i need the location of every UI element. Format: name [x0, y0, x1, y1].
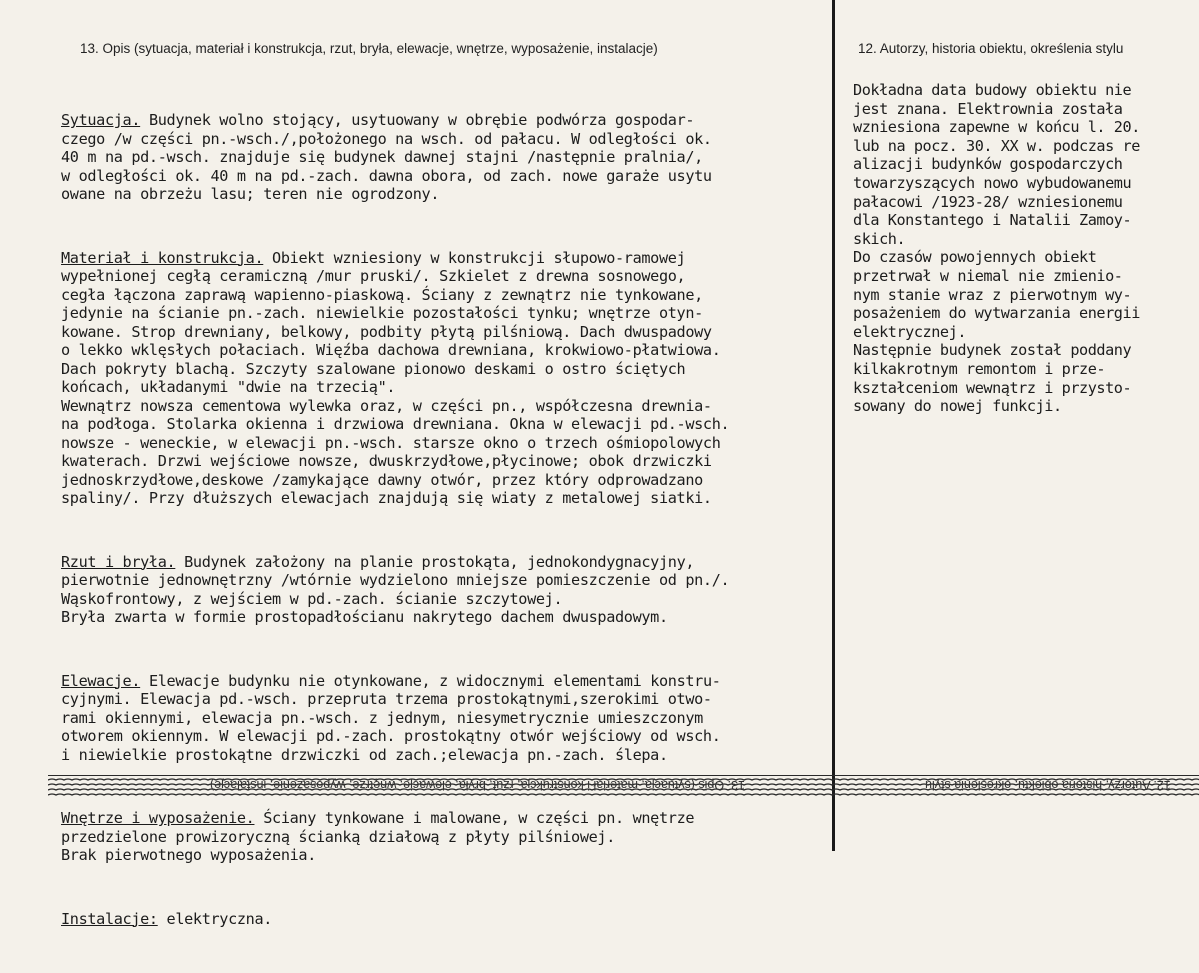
- text-line: 40 m na pd.-wsch. znajduje się budynek dawnej stajni /następnie pralnia/,: [61, 148, 703, 166]
- text-line: Następnie budynek został poddany: [853, 341, 1132, 360]
- section-heading: Wnętrze i wyposażenie.: [61, 809, 255, 827]
- text-line: jest znana. Elektrownia została: [853, 99, 1123, 118]
- text-line: cyjnymi. Elewacja pd.-wsch. przepruta trzema prostokątnymi,szerokimi otwo-: [61, 690, 712, 708]
- text-line: Elewacje budynku nie otynkowane, z widocznymi elementami konstru-: [140, 671, 721, 690]
- section-heading: Materiał i konstrukcja.: [61, 248, 264, 267]
- section-sytuacja: [61, 111, 831, 204]
- text-line: wypełnionej cegłą ceramiczną /mur pruski/. Szkielet z drewna sosnowego,: [61, 267, 686, 285]
- text-line: kształceniom wewnątrz i przysto-: [853, 378, 1132, 397]
- mirrored-right-header: 12. Autorzy, historia obiektu, określenia stylu: [925, 778, 1171, 792]
- text-line: w odległości ok. 40 m na pd.-zach. dawna obora, od zach. nowe garaże usytu: [61, 166, 712, 185]
- section-heading: Instalacje:: [61, 909, 158, 928]
- section-heading: Sytuacja.: [61, 111, 141, 129]
- text-line: Budynek wolno stojący, usytuowany w obrębie podwórza gospodar-: [140, 111, 695, 129]
- text-line: cegła łączona zaprawą wapienno-piaskową. Ściany z zewnątrz nie tynkowane,: [61, 285, 703, 304]
- text-line: spaliny/. Przy dłuższych elewacjach znajdują się wiaty z metalowej siatki.: [61, 489, 712, 507]
- description-text: [61, 74, 831, 973]
- text-line: przetrwał w niemal nie zmienio-: [853, 266, 1123, 285]
- text-line: kowane. Strop drewniany, belkowy, podbity płytą pilśniową. Dach dwuspadowy: [61, 322, 712, 341]
- text-line: owane na obrzeżu lasu; teren nie ogrodzony.: [61, 185, 440, 203]
- text-line: Ściany tynkowane i malowane, w części pn. wnętrze: [254, 809, 695, 827]
- section-heading: Elewacje.: [61, 671, 141, 690]
- text-line: sowany do nowej funkcji.: [853, 397, 1062, 416]
- text-line: Bryła zwarta w formie prostopadłościanu nakrytego dachem dwuspadowym.: [61, 608, 668, 626]
- text-line: alizacji budynków gospodarczych: [853, 155, 1123, 174]
- text-line: Budynek założony na planie prostokąta, jednokondygnacyjny,: [175, 552, 695, 571]
- text-line: elektryczna.: [157, 909, 273, 928]
- text-line: skich.: [853, 229, 906, 248]
- text-line: Brak pierwotnego wyposażenia.: [61, 846, 317, 864]
- text-line: posażeniem do wytwarzania energii: [853, 304, 1140, 323]
- text-line: pałacowi /1923-28/ wzniesionemu: [853, 192, 1123, 211]
- text-line: rami okiennymi, elewacja pn.-wsch. z jednym, niesymetrycznie umieszczonym: [61, 708, 703, 727]
- text-line: Obiekt wzniesiony w konstrukcji słupowo-ramowej: [263, 248, 686, 267]
- text-line: nym stanie wraz z pierwotnym wy-: [853, 285, 1132, 304]
- text-line: jedynie na ścianie pn.-zach. niewielkie pozostałości tynku; wnętrze otyn-: [61, 304, 703, 322]
- text-line: otworem okiennym. W elewacji pd.-zach. prostokątny otwór wejściowy od wsch.: [61, 727, 721, 745]
- history-text: [853, 81, 1195, 416]
- text-line: o lekko wklęsłych połaciach. Więźba dachowa drewniana, krokwiowo-płatwiowa.: [61, 341, 721, 359]
- text-line: dla Konstantego i Natalii Zamoy-: [853, 211, 1132, 230]
- text-line: na podłoga. Stolarka okienna i drzwiowa drewniana. Okna w elewacji pd.-wsch.: [61, 415, 730, 433]
- text-line: końcach, układanymi "dwie na trzecią".: [61, 378, 396, 396]
- text-line: towarzyszących nowo wybudowanemu: [853, 173, 1132, 192]
- text-line: Wąskofrontowy, z wejściem w pd.-zach. ścianie szczytowej.: [61, 589, 563, 608]
- text-line: wzniesiona zapewne w końcu l. 20.: [853, 118, 1140, 137]
- text-line: Do czasów powojennych obiekt: [853, 248, 1097, 267]
- text-line: Dach pokryty blachą. Szczyty szalowane pionowo deskami o ostro ściętych: [61, 359, 686, 378]
- section-instalacje: [61, 910, 831, 929]
- text-line: i niewielkie prostokątne drzwiczki od zach.;elewacja pn.-zach. ślepa.: [61, 745, 668, 764]
- section-wnetrze: [61, 809, 831, 865]
- text-line: Wewnątrz nowsza cementowa wylewka oraz, w części pn., współczesna drewnia-: [61, 396, 712, 415]
- text-line: nowsze - weneckie, w elewacji pn.-wsch. starsze okno o trzech ośmiopolowych: [61, 433, 721, 452]
- section-material: [61, 249, 831, 508]
- section-elewacje: [61, 672, 831, 765]
- text-line: elektrycznej.: [853, 322, 967, 341]
- text-line: Dokładna data budowy obiektu nie: [853, 81, 1132, 99]
- left-column-header: 13. Opis (sytuacja, materiał i konstrukcja, rzut, bryła, elewacje, wnętrze, wyposażenie, instalacje): [80, 41, 658, 56]
- text-line: kilkakrotnym remontom i prze-: [853, 359, 1106, 378]
- column-divider: [832, 0, 835, 851]
- text-line: pierwotnie jednownętrzny /wtórnie wydzielono mniejsze pomieszczenie od pn./.: [61, 571, 730, 589]
- text-line: przedzielone prowizoryczną ścianką działową z płyty pilśniowej.: [61, 827, 616, 846]
- text-line: kwaterach. Drzwi wejściowe nowsze, dwuskrzydłowe,płycinowe; obok drzwiczki: [61, 452, 712, 470]
- right-column-header: 12. Autorzy, historia obiektu, określenia stylu: [858, 41, 1124, 56]
- section-rzut: [61, 553, 831, 627]
- text-line: lub na pocz. 30. XX w. podczas re: [853, 136, 1140, 155]
- text-line: czego /w części pn.-wsch./,położonego na wsch. od pałacu. W odległości ok.: [61, 129, 712, 148]
- text-line: jednoskrzydłowe,deskowe /zamykające dawny otwór, przez który odprowadzano: [61, 470, 703, 489]
- section-heading: Rzut i bryła.: [61, 552, 176, 571]
- mirrored-left-header: 13. Opis (sytuacja, materiał i konstrukcja, rzut, bryła, elewacje, wnętrze, wyposażenie, instalacje): [210, 778, 745, 792]
